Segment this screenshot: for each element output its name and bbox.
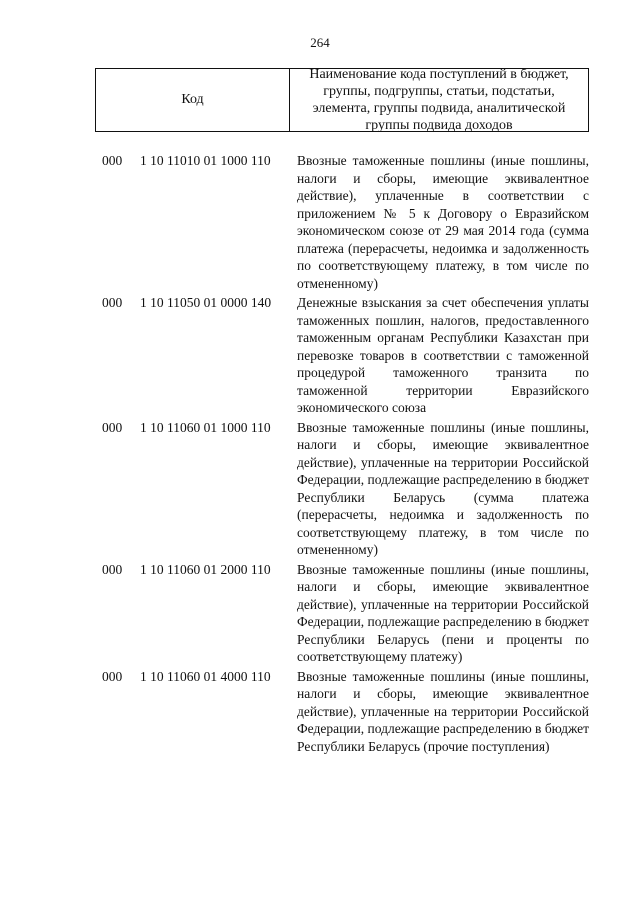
- revenue-code: 1 10 11050 01 0000 140: [140, 295, 272, 310]
- table-row: [0, 152, 640, 292]
- table-row: [0, 294, 640, 417]
- header-name-column: Наименование кода поступлений в бюджет, группы, подгруппы, статьи, подстатьи, элемента, группы подвида, аналитической группы подвида доходов: [309, 67, 569, 133]
- table-row: [0, 561, 640, 666]
- revenue-name: Ввозные таможенные пошлины (иные пошлины, налоги и сборы, имеющие эквивалентное действие), уплаченные на территории Российской Федерации, подлежащие распределению в бюджет Республики Беларусь (сумма платежа (перерасчеты, недоимка и задолженность по соответствующему платежу, в том числе по отмененному): [297, 419, 589, 557]
- revenue-code: 1 10 11060 01 2000 110: [140, 561, 271, 577]
- revenue-name: Ввозные таможенные пошлины (иные пошлины, налоги и сборы, имеющие эквивалентное действие), уплаченные на территории Российской Федерации, подлежащие распределению в бюджет Республики Беларусь (прочие поступления): [297, 668, 589, 754]
- revenue-name: Денежные взыскания за счет обеспечения уплаты таможенных пошлин, налогов, предоставленного таможенным органам Республики Казахстан при перевозке товаров в соответствии с таможенной процедурой таможенного транзита по таможенной территории Евразийского экономического союза: [297, 295, 589, 415]
- revenue-code: 1 10 11010 01 1000 110: [140, 153, 271, 168]
- table-row: [0, 668, 640, 756]
- admin-code: 000: [102, 153, 123, 168]
- revenue-code: 1 10 11060 01 4000 110: [140, 668, 271, 684]
- revenue-name: Ввозные таможенные пошлины (иные пошлины, налоги и сборы, имеющие эквивалентное действие), уплаченные на территории Российской Федерации, подлежащие распределению в бюджет Республики Беларусь (пени и проценты по соответствующему платежу): [297, 561, 589, 664]
- revenue-code: 1 10 11060 01 1000 110: [140, 419, 271, 435]
- admin-code: 000: [102, 419, 123, 435]
- page-number: 264: [310, 35, 330, 50]
- table-row: [0, 419, 640, 559]
- admin-code: 000: [102, 295, 123, 310]
- admin-code: 000: [102, 561, 123, 577]
- revenue-name: Ввозные таможенные пошлины (иные пошлины, налоги и сборы, имеющие эквивалентное действие), уплаченные в соответствии с приложением № 5 к Договору о Евразийском экономическом союзе от 29 мая 2014 года (сумма платежа (перерасчеты, недоимка и задолженность по соответствующему платежу, в том числе по отмененному): [297, 153, 589, 291]
- table-header: [95, 68, 589, 132]
- header-code-column: Код: [96, 69, 290, 131]
- admin-code: 000: [102, 668, 123, 684]
- revenue-code-list: [0, 152, 640, 755]
